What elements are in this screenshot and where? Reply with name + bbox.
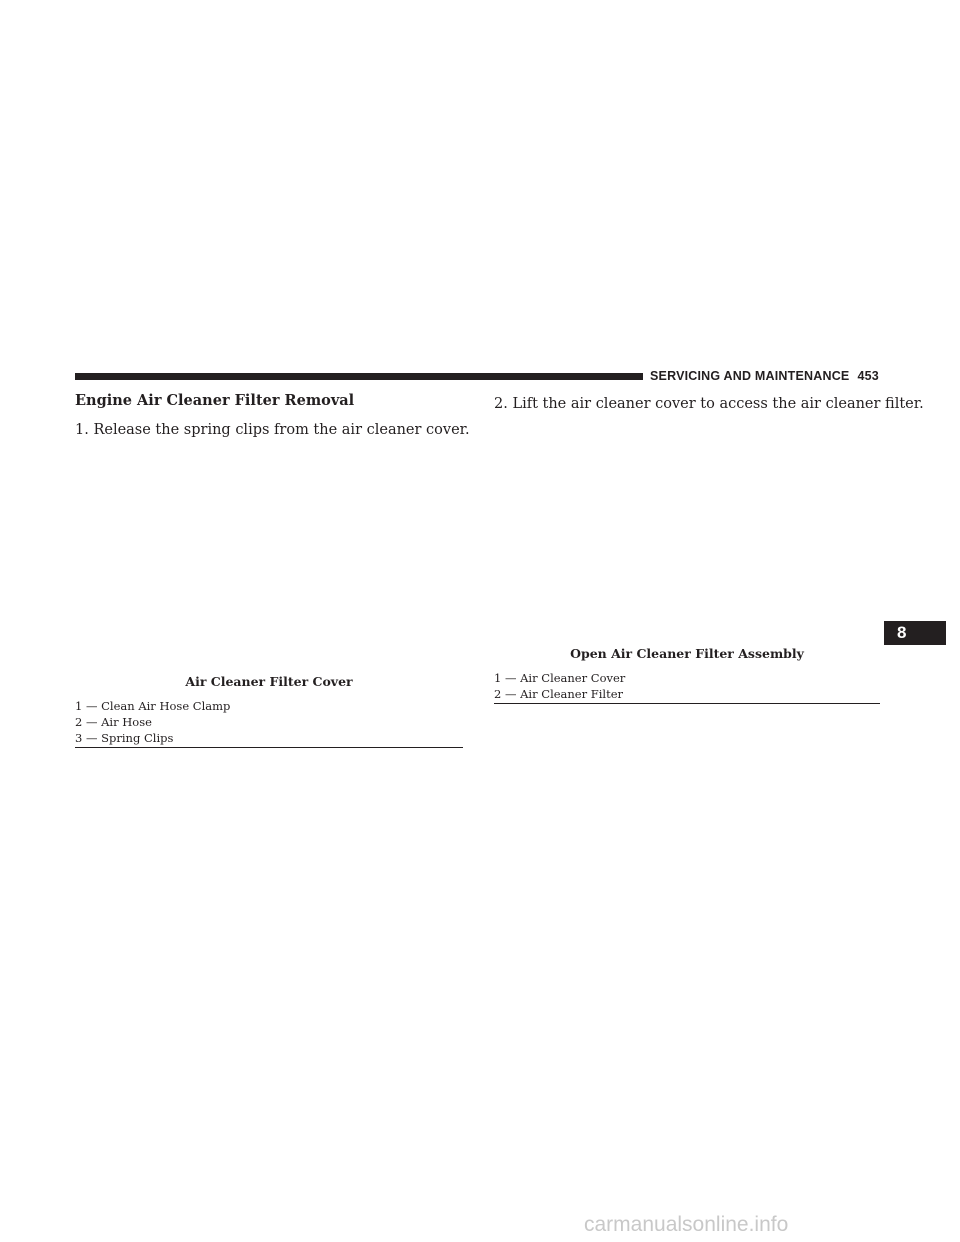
chapter-tab: 8 — [884, 621, 946, 645]
legend-item: 3 — Spring Clips — [75, 731, 174, 745]
step-1-text: 1. Release the spring clips from the air cleaner cover. — [75, 422, 470, 438]
figure-2-legend — [494, 670, 880, 704]
running-header — [650, 369, 879, 383]
figure-open-assembly — [494, 420, 880, 640]
figure-air-cleaner-cover — [75, 445, 463, 667]
legend-item: 1 — Clean Air Hose Clamp — [75, 699, 231, 713]
watermark: carmanualsonline.info — [584, 1213, 789, 1236]
section-title: SERVICING AND MAINTENANCE — [650, 369, 850, 383]
section-heading: Engine Air Cleaner Filter Removal — [75, 392, 355, 409]
figure-2-caption: Open Air Cleaner Filter Assembly — [570, 646, 804, 661]
header-rule — [75, 373, 643, 380]
legend-item: 2 — Air Hose — [75, 715, 152, 729]
figure-1-legend — [75, 698, 463, 748]
page-number: 453 — [857, 369, 879, 383]
step-2-text: 2. Lift the air cleaner cover to access the air cleaner filter. — [494, 396, 924, 412]
legend-item: 1 — Air Cleaner Cover — [494, 671, 626, 685]
figure-1-caption: Air Cleaner Filter Cover — [185, 674, 353, 689]
legend-item: 2 — Air Cleaner Filter — [494, 687, 624, 701]
